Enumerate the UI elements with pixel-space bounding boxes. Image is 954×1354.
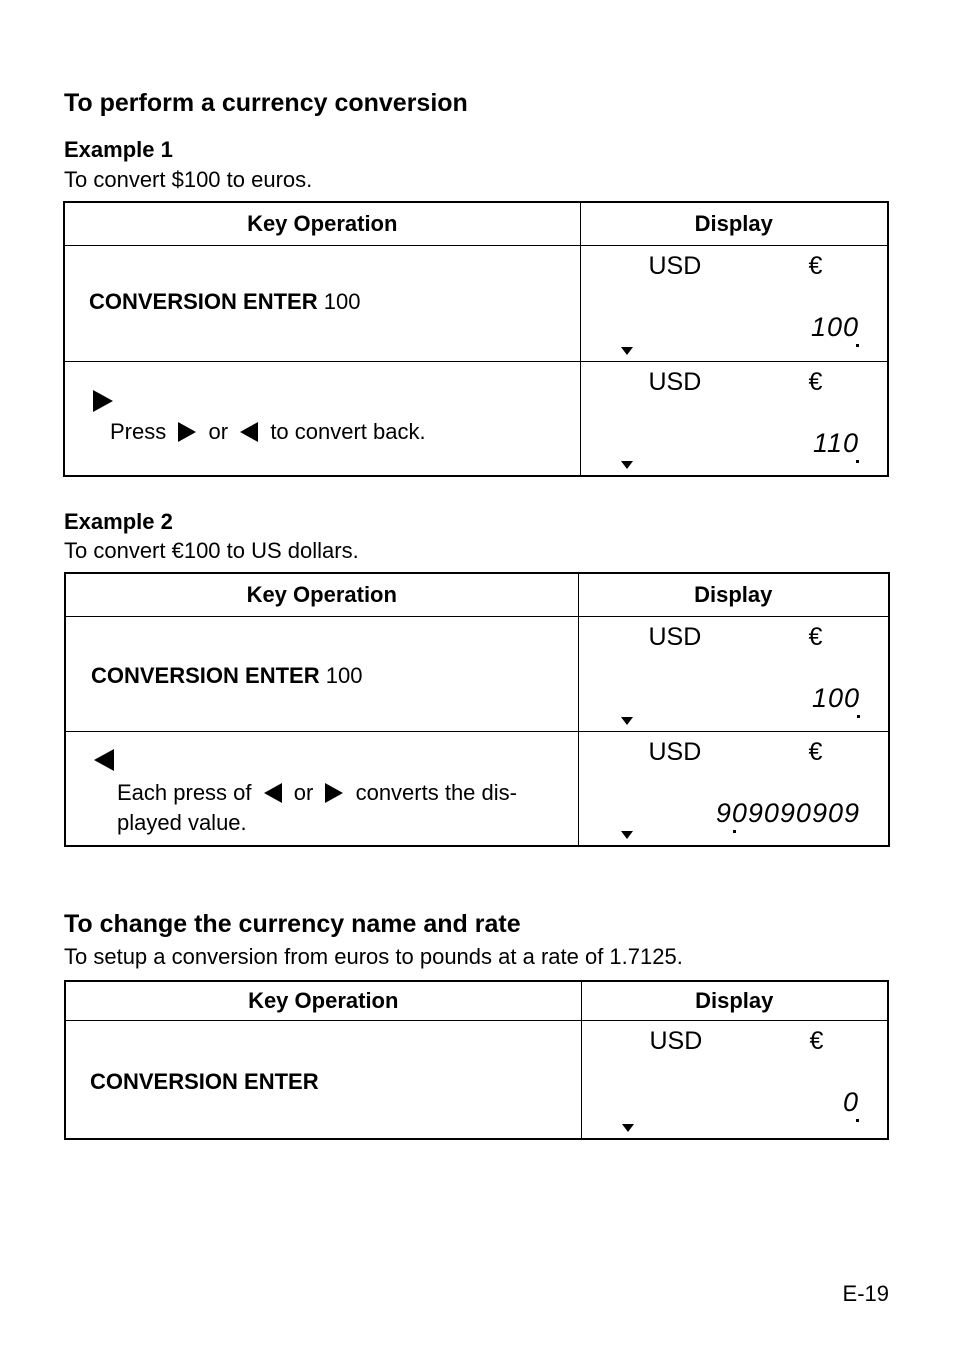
key-operation-cell bbox=[65, 1021, 581, 1139]
example1-description: To convert $100 to euros. bbox=[64, 167, 313, 192]
down-arrow-indicator-icon bbox=[621, 461, 633, 469]
lcd-currency-left: USD bbox=[649, 1027, 703, 1055]
section2-description: To setup a conversion from euros to pounds at a rate of 1.7125. bbox=[64, 944, 683, 969]
column-header-display: Display bbox=[578, 573, 889, 617]
left-arrow-key-icon bbox=[240, 422, 258, 442]
key-value: 100 bbox=[323, 289, 361, 314]
down-arrow-indicator-icon bbox=[621, 831, 633, 839]
note-text: or bbox=[293, 780, 314, 805]
left-arrow-key-icon bbox=[264, 783, 282, 803]
lcd-decimal-dot bbox=[857, 715, 860, 718]
example2-description: To convert €100 to US dollars. bbox=[64, 538, 359, 563]
lcd-currency-right: € bbox=[808, 368, 823, 396]
right-arrow-key-icon bbox=[178, 422, 196, 442]
column-header-key-operation: Key Operation bbox=[64, 202, 580, 246]
column-header-key-operation: Key Operation bbox=[65, 573, 578, 617]
lcd-currency-left: USD bbox=[648, 738, 702, 766]
lcd-decimal-dot bbox=[856, 344, 859, 347]
lcd-decimal-dot bbox=[856, 1119, 859, 1122]
key-operation-cell bbox=[64, 246, 580, 362]
key-sequence: CONVERSION ENTER bbox=[89, 289, 318, 314]
note-text: Each press of bbox=[117, 780, 252, 805]
lcd-value: 100 bbox=[811, 683, 860, 713]
column-header-display: Display bbox=[580, 202, 888, 246]
key-operation-cell bbox=[64, 362, 580, 476]
section2-table bbox=[64, 980, 889, 1140]
key-operation-cell bbox=[65, 732, 578, 846]
lcd-currency-left: USD bbox=[648, 252, 702, 280]
lcd-decimal-dot bbox=[733, 830, 736, 833]
lcd-value: 909090909 bbox=[715, 798, 860, 828]
example2-heading: Example 2 bbox=[64, 509, 173, 534]
lcd-value: 0 bbox=[842, 1087, 859, 1117]
lcd-currency-right: € bbox=[809, 1027, 824, 1055]
lcd-currency-right: € bbox=[808, 623, 823, 651]
column-header-key-operation: Key Operation bbox=[65, 981, 581, 1021]
lcd-display bbox=[581, 1021, 888, 1139]
lcd-display bbox=[578, 732, 889, 846]
lcd-display bbox=[578, 617, 889, 732]
page-number: E-19 bbox=[842, 1281, 889, 1306]
down-arrow-indicator-icon bbox=[621, 717, 633, 725]
down-arrow-indicator-icon bbox=[621, 347, 633, 355]
note-text: to convert back. bbox=[270, 419, 426, 444]
lcd-display bbox=[580, 246, 888, 362]
note-text: or bbox=[208, 419, 229, 444]
example1-heading: Example 1 bbox=[64, 137, 173, 162]
key-operation-cell bbox=[65, 617, 578, 732]
column-header-display: Display bbox=[581, 981, 888, 1021]
lcd-currency-right: € bbox=[808, 252, 823, 280]
key-value: 100 bbox=[325, 663, 363, 688]
example2-table bbox=[64, 572, 890, 847]
right-arrow-key-icon bbox=[93, 390, 113, 412]
note-text: played value. bbox=[117, 810, 247, 835]
key-sequence: CONVERSION ENTER bbox=[91, 663, 320, 688]
down-arrow-indicator-icon bbox=[622, 1124, 634, 1132]
left-arrow-key-icon bbox=[94, 749, 114, 771]
lcd-decimal-dot bbox=[856, 460, 859, 463]
note-text: Press bbox=[110, 419, 167, 444]
right-arrow-key-icon bbox=[325, 783, 343, 803]
lcd-currency-right: € bbox=[808, 738, 823, 766]
lcd-value: 110 bbox=[812, 428, 859, 458]
lcd-display bbox=[580, 362, 888, 476]
lcd-currency-left: USD bbox=[648, 368, 702, 396]
lcd-currency-left: USD bbox=[648, 623, 702, 651]
section-title-currency-name-rate: To change the currency name and rate bbox=[64, 910, 521, 938]
section-title-currency-conversion: To perform a currency conversion bbox=[64, 89, 468, 117]
lcd-value: 100 bbox=[810, 312, 859, 342]
note-text: converts the dis- bbox=[355, 780, 517, 805]
key-sequence: CONVERSION ENTER bbox=[90, 1069, 319, 1094]
example1-table bbox=[63, 201, 889, 477]
